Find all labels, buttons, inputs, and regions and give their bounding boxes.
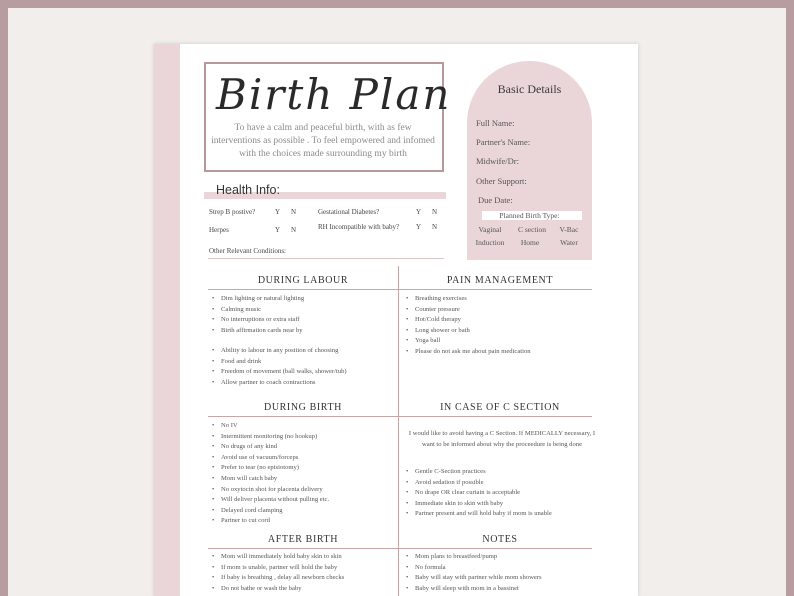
no-option: N [432, 208, 438, 216]
list-item: • Mom will immediately hold baby skin to skin [210, 552, 344, 563]
no-option: N [291, 226, 297, 234]
list-item: • Do not bathe or wash the baby [210, 584, 344, 595]
list-item: • Will deliver placenta without pulling etc. [210, 495, 329, 506]
divider [208, 548, 398, 549]
list-item: • Freedom of movement (ball walks, shower/tub) [210, 367, 347, 378]
section-title-pain-management: PAIN MANAGEMENT [446, 275, 554, 286]
other-support-field: Other Support: [476, 176, 527, 186]
list-item: • Intermittent monitoring (no hookup) [210, 432, 329, 443]
list-item: • Partner present and will hold baby if mom is unable [404, 509, 552, 520]
yes-option: Y [416, 223, 422, 231]
list-item: • No drugs of any kind [210, 442, 329, 453]
divider [398, 416, 592, 417]
list-item: • If baby is breathing , delay all newborn checks [210, 573, 344, 584]
list-item: • Prefer to tear (no episiotomy) [210, 463, 329, 474]
c-section-list [404, 467, 552, 520]
list-item: • No formula [404, 563, 542, 574]
list-item: • Birth affirmation cards near by [210, 326, 304, 337]
section-title-during-birth: DURING BIRTH [264, 402, 342, 413]
midwife-field: Midwife/Dr: [476, 156, 519, 166]
option-v-bac: V-Bac [559, 225, 579, 234]
column-divider [398, 266, 399, 596]
birth-plan-page [154, 44, 638, 596]
during-labour-list-b [210, 346, 347, 388]
planned-birth-type-label: Planned Birth Type: [499, 211, 560, 220]
list-item: • Ability to labour in any position of choosing [210, 346, 347, 357]
list-item: • Immediate skin to skin with baby [404, 499, 552, 510]
list-item: • Avoid sedation if possible [404, 478, 552, 489]
divider [398, 289, 592, 290]
list-item: • Counter pressure [404, 305, 531, 316]
due-date-field: Due Date: [478, 195, 513, 205]
no-option: N [291, 208, 297, 216]
list-item: • Yoga ball [404, 336, 531, 347]
page-title: Birth Plan [216, 70, 452, 119]
list-item: • Breathing exercises [404, 294, 531, 305]
during-labour-list-a [210, 294, 304, 336]
section-title-c-section: IN CASE OF C SECTION [440, 402, 560, 413]
no-option: N [432, 223, 438, 231]
list-item: • Long shower or bath [404, 326, 531, 337]
divider [208, 289, 398, 290]
list-item: • Partner to cut cord [210, 516, 329, 527]
list-item: • Dim lighting or natural lighting [210, 294, 304, 305]
list-item: • Baby will stay with partner while mom showers [404, 573, 542, 584]
list-item: • If mom is unable, partner will hold the baby [210, 563, 344, 574]
list-item: • No interruptions or extra staff [210, 315, 304, 326]
intro-text: To have a calm and peaceful birth, with as few interventions as possible . To feel empowered and infomed with the choices made surrounding my birth [211, 123, 435, 159]
section-title-after-birth: AFTER BIRTH [267, 534, 339, 545]
health-question-label: Strep B postive? [209, 208, 256, 216]
option-vaginal: Vaginal [478, 225, 502, 234]
list-item: • No IV [210, 421, 329, 432]
list-item: • Mom will catch baby [210, 474, 329, 485]
divider [398, 548, 592, 549]
health-question-label: RH Incompatible with baby? [318, 223, 400, 231]
yes-option: Y [275, 226, 281, 234]
list-item: • Gentle C-Section practices [404, 467, 552, 478]
list-item: • Food and drink [210, 357, 347, 368]
yes-option: Y [416, 208, 422, 216]
full-name-field: Full Name: [476, 118, 515, 128]
list-item: • Avoid use of vacuum/forceps [210, 453, 329, 464]
left-accent-strip [154, 44, 180, 596]
yes-option: Y [275, 208, 281, 216]
option-induction: Induction [475, 238, 505, 247]
partner-name-field: Partner's Name: [476, 137, 531, 147]
option-c-section: C section [517, 225, 547, 234]
notes-list [404, 552, 542, 594]
list-item: • Calming music [210, 305, 304, 316]
health-question-label: Gestational Diabetes? [318, 208, 380, 216]
list-item: • Mom plans to breastfeed/pump [404, 552, 542, 563]
list-item: • Hot/Cold therapy [404, 315, 531, 326]
divider [208, 258, 444, 259]
option-home: Home [520, 238, 540, 247]
list-item: • No oxytocin shot for placenta delivery [210, 485, 329, 496]
other-conditions-label: Other Relevant Conditions: [209, 247, 286, 255]
list-item: • No drape OR clear curtain is acceptable [404, 488, 552, 499]
section-title-during-labour: DURING LABOUR [257, 275, 349, 286]
divider [208, 416, 398, 417]
pain-management-list [404, 294, 531, 358]
list-item: • Baby will sleep with mom in a bassinet [404, 584, 542, 595]
list-item: • Please do not ask me about pain medication [404, 347, 531, 358]
during-birth-list [210, 421, 329, 527]
basic-details-title: Basic Details [497, 82, 562, 96]
option-water: Water [560, 238, 578, 247]
c-section-intro: I would like to avoid having a C Section. If MEDICALLY necessary, I want to be informed about why the proceedure is being done [408, 430, 596, 448]
section-title-notes: NOTES [482, 534, 518, 545]
health-question-label: Herpes [209, 226, 229, 234]
after-birth-list [210, 552, 344, 594]
list-item: • Delayed cord clamping [210, 506, 329, 517]
health-info-title: Health Info: [216, 183, 280, 197]
list-item: • Allow partner to coach contractions [210, 378, 347, 389]
